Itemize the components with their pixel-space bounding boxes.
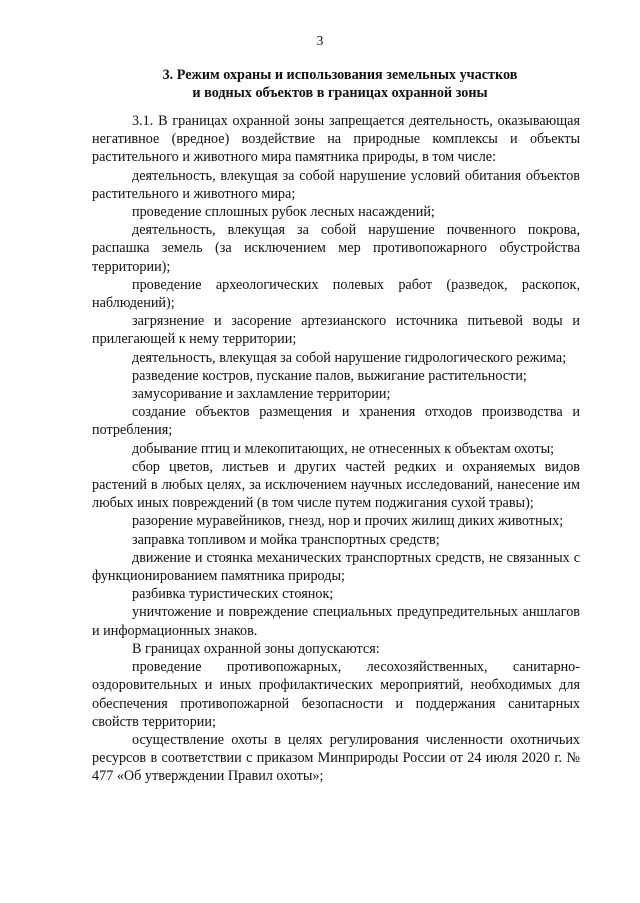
list-item: проведение противопожарных, лесохозяйственных, санитарно-оздоровительных и иных профилактических мероприятий, необходимых для обеспечения противопожарной безопасности и поддержания санитарных свойств территории; xyxy=(92,659,580,730)
list-item: деятельность, влекущая за собой нарушение почвенного покрова, распашка земель (за исключением мер противопожарного обустройства территории); xyxy=(92,222,580,275)
list-item: замусоривание и захламление территории; xyxy=(132,386,391,403)
list-item: добывание птиц и млекопитающих, не отнесенных к объектам охоты; xyxy=(132,440,555,457)
list-item: разведение костров, пускание палов, выжигание растительности; xyxy=(132,367,527,384)
list-item: заправка топливом и мойка транспортных средств; xyxy=(132,531,440,548)
list-item: сбор цветов, листьев и других частей редких и охраняемых видов растений в любых целях, за исключением научных исследований, нанесение им любых иных повреждений (в том числе путем поджигания сухой травы); xyxy=(92,458,580,512)
paragraph-intro: 3.1. В границах охранной зоны запрещается деятельность, оказывающая негативное (вредное) воздействие на природные комплексы и объекты растительного и животного мира памятника природы, в том числе: xyxy=(92,113,580,166)
body-text xyxy=(92,112,580,786)
section-heading-line-1: 3. Режим охраны и использования земельных участков xyxy=(162,67,518,83)
section-heading-line-2: и водных объектов в границах охранной зоны xyxy=(192,85,488,101)
list-item: разбивка туристических стоянок; xyxy=(132,586,334,603)
list-item: осуществление охоты в целях регулирования численности охотничьих ресурсов в соответствии с приказом Минприроды России от 24 июля 2020 г. № 477 «Об утверждении Правил охоты»; xyxy=(92,731,580,785)
list-item: уничтожение и повреждение специальных предупредительных аншлагов и информационных знаков. xyxy=(92,604,580,639)
page-number: 3 xyxy=(316,33,324,48)
section-heading xyxy=(90,66,590,102)
list-item: разорение муравейников, гнезд, нор и прочих жилищ диких животных; xyxy=(132,513,564,530)
paragraph-allowed-intro: В границах охранной зоны допускаются: xyxy=(132,640,380,657)
list-item: движение и стоянка механических транспортных средств, не связанных с функционированием памятника природы; xyxy=(92,549,580,585)
list-item: деятельность, влекущая за собой нарушение гидрологического режима; xyxy=(132,349,567,366)
list-item: деятельность, влекущая за собой нарушение условий обитания объектов растительного и животного мира; xyxy=(92,167,580,202)
list-item: проведение сплошных рубок лесных насаждений; xyxy=(132,204,435,221)
list-item: создание объектов размещения и хранения отходов производства и потребления; xyxy=(92,404,580,439)
list-item: загрязнение и засорение артезианского источника питьевой воды и прилегающей к нему территории; xyxy=(92,313,580,348)
list-item: проведение археологических полевых работ (разведок, раскопок, наблюдений); xyxy=(92,276,580,312)
